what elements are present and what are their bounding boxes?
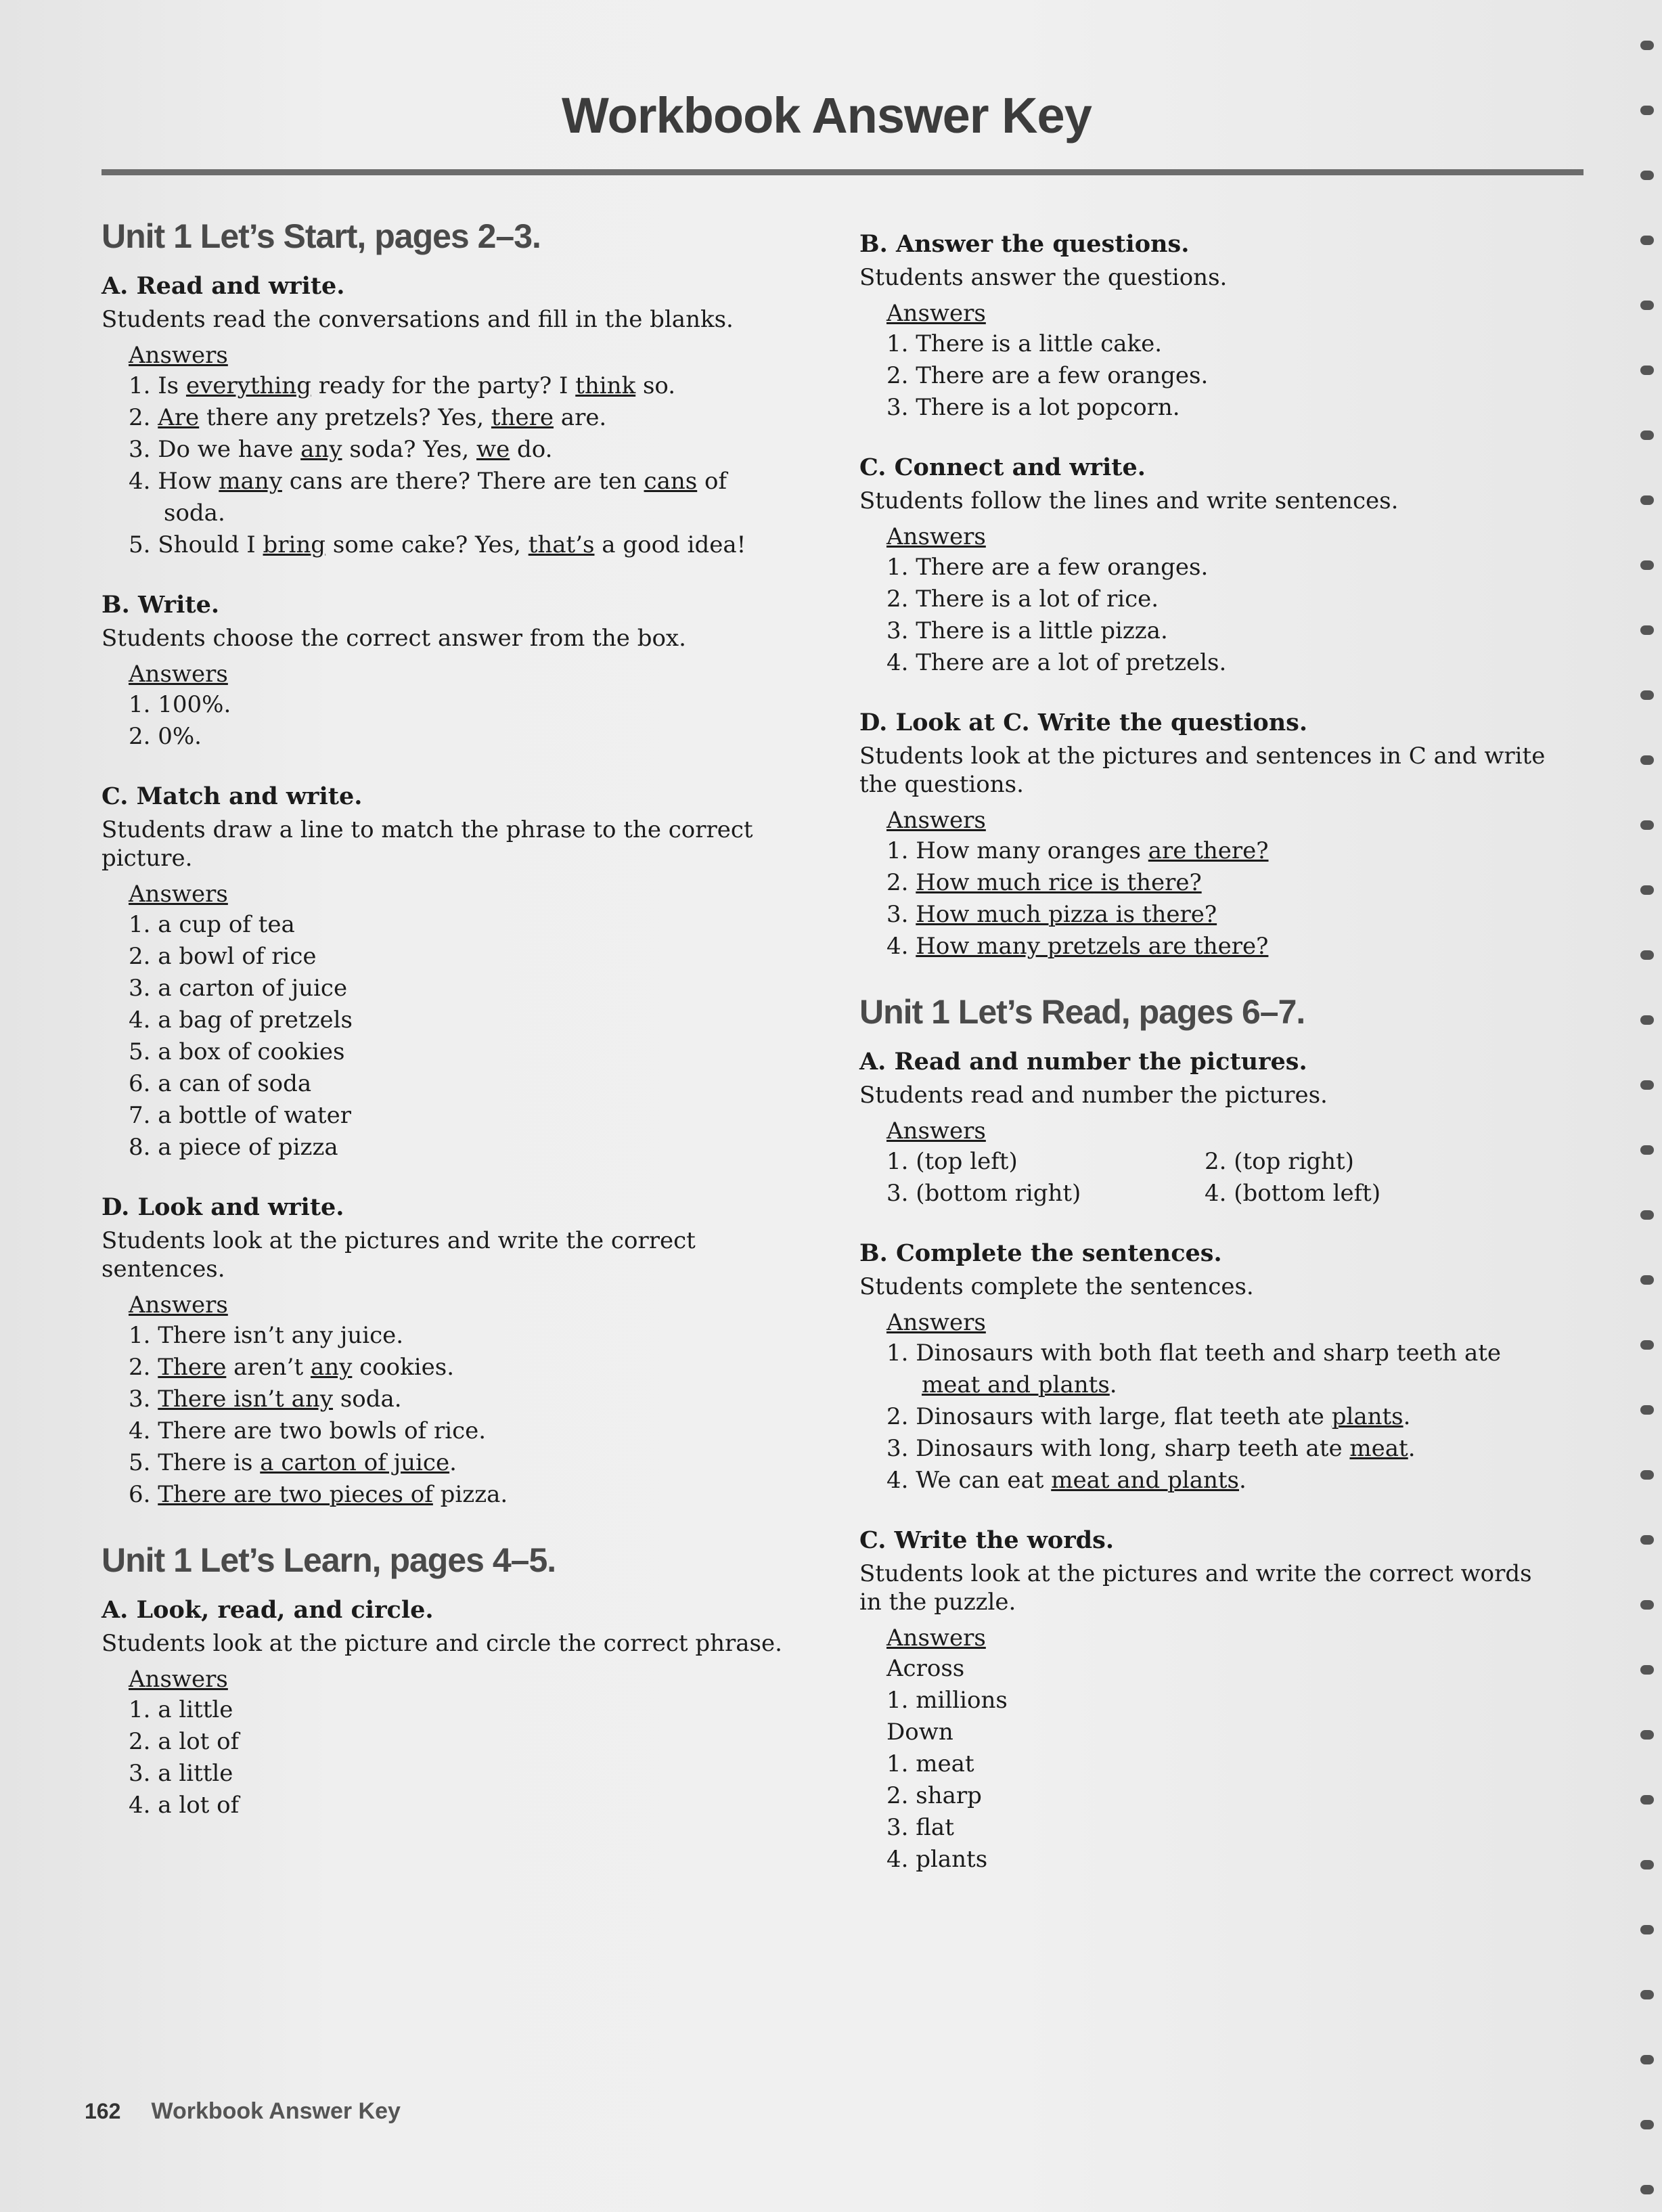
section-learn-d <box>859 709 1550 963</box>
binding-ring <box>1640 106 1654 115</box>
section-heading: B. Answer the questions. <box>859 230 1190 258</box>
answer-item: 3. Do we have any soda? Yes, we do. <box>129 436 553 463</box>
section-instructions: Students choose the correct answer from the box. <box>102 625 686 652</box>
unit-heading-lets-learn: Unit 1 Let’s Learn, pages 4–5. <box>102 1541 556 1579</box>
answer-item: 1. How many oranges are there? <box>886 837 1269 864</box>
binding-ring <box>1640 950 1654 960</box>
section-heading: A. Read and number the pictures. <box>859 1048 1307 1076</box>
section-heading: C. Match and write. <box>102 782 363 810</box>
answers-block <box>129 659 792 753</box>
section-instructions: Students answer the questions. <box>859 264 1228 291</box>
title-rule <box>102 169 1584 175</box>
answer-item: 3. There is a lot popcorn. <box>886 394 1180 421</box>
answers-label: Answers <box>886 300 986 327</box>
binding-ring <box>1640 495 1654 505</box>
answer-item: 5. There is a carton of juice. <box>129 1449 457 1476</box>
binding-ring <box>1640 1470 1654 1480</box>
answers-label: Answers <box>886 807 986 834</box>
binding-ring <box>1640 236 1654 245</box>
section-read-a <box>859 1048 1550 1210</box>
answer-item: 4. How many pretzels are there? <box>886 933 1269 960</box>
binding-ring <box>1640 2055 1654 2064</box>
binding-ring <box>1640 885 1654 895</box>
answer-item: 1. There isn’t any juice. <box>129 1322 404 1349</box>
section-heading: C. Connect and write. <box>859 454 1146 481</box>
answer-item: 6. There are two pieces of pizza. <box>129 1481 508 1508</box>
answers-label: Answers <box>886 1118 986 1145</box>
answer-item: 2. a bowl of rice <box>129 943 317 970</box>
section-read-b <box>859 1239 1550 1497</box>
section-learn-a <box>102 1596 792 1821</box>
answer-item: 2. 0%. <box>129 723 202 750</box>
unit-heading-lets-start: Unit 1 Let’s Start, pages 2–3. <box>102 217 541 255</box>
spiral-binding <box>1638 0 1662 2212</box>
section-heading: C. Write the words. <box>859 1526 1115 1554</box>
answer-item: 1. Dinosaurs with both flat teeth and sharp teeth ate meat and plants. <box>886 1340 1502 1398</box>
section-instructions: Students read and number the pictures. <box>859 1082 1328 1109</box>
binding-ring <box>1640 1535 1654 1545</box>
answer-item: 1. meat <box>886 1750 974 1777</box>
binding-ring <box>1640 1730 1654 1740</box>
answer-item: 4. How many cans are there? There are ten cans of soda. <box>129 468 727 527</box>
binding-ring <box>1640 1990 1654 1999</box>
binding-ring <box>1640 1860 1654 1870</box>
section-instructions: Students draw a line to match the phrase to the correct picture. <box>102 816 753 872</box>
answers-block <box>886 1623 1550 1876</box>
answers-label: Answers <box>129 661 228 688</box>
answer-item: 1. millions <box>886 1687 1008 1714</box>
answer-item: 7. a bottle of water <box>129 1102 351 1129</box>
section-learn-b <box>859 230 1550 424</box>
section-instructions: Students complete the sentences. <box>859 1273 1254 1300</box>
answers-label: Answers <box>886 1624 986 1652</box>
answer-item: 1. a little <box>129 1696 233 1723</box>
answer-item: 4. There are two bowls of rice. <box>129 1417 487 1444</box>
section-start-a <box>102 272 792 561</box>
answers-label: Answers <box>886 1309 986 1336</box>
section-heading: D. Look at C. Write the questions. <box>859 709 1308 736</box>
binding-ring <box>1640 171 1654 180</box>
answer-item: 4. We can eat meat and plants. <box>886 1467 1246 1494</box>
section-learn-c <box>859 454 1550 679</box>
answer-item: 2. a lot of <box>129 1728 240 1755</box>
answer-item: 6. a can of soda <box>129 1070 312 1097</box>
binding-ring <box>1640 2120 1654 2129</box>
answer-item: 2. There are a few oranges. <box>886 362 1209 389</box>
section-start-c <box>102 782 792 1164</box>
answer-item: 3. flat <box>886 1814 954 1841</box>
answers-block <box>129 340 792 561</box>
answers-grid <box>886 1146 1550 1210</box>
section-read-c <box>859 1526 1550 1876</box>
answer-item: 4. There are a lot of pretzels. <box>886 649 1227 676</box>
answers-label: Answers <box>129 1666 228 1693</box>
section-instructions: Students look at the pictures and write the correct words in the puzzle. <box>859 1560 1532 1616</box>
answers-block <box>129 879 792 1164</box>
section-instructions: Students look at the pictures and write the correct sentences. <box>102 1227 696 1283</box>
answers-block <box>886 1308 1550 1497</box>
answer-item: 1. Is everything ready for the party? I think so. <box>129 372 676 399</box>
binding-ring <box>1640 1795 1654 1805</box>
binding-ring <box>1640 41 1654 50</box>
binding-ring <box>1640 755 1654 765</box>
answer-item: 4. a bag of pretzels <box>129 1007 353 1034</box>
answer-item: 3. a little <box>129 1760 233 1787</box>
down-label: Down <box>886 1719 953 1746</box>
section-instructions: Students read the conversations and fill in the blanks. <box>102 306 734 333</box>
binding-ring <box>1640 1665 1654 1675</box>
answer-item: 3. Dinosaurs with long, sharp teeth ate meat. <box>886 1435 1416 1462</box>
answer-item: 2. There is a lot of rice. <box>886 585 1159 613</box>
section-heading: D. Look and write. <box>102 1193 344 1221</box>
answer-item: 1. a cup of tea <box>129 911 295 938</box>
answer-item: 3. (bottom right) <box>886 1180 1081 1207</box>
answer-item: 4. (bottom left) <box>1205 1180 1381 1207</box>
binding-ring <box>1640 1405 1654 1415</box>
answers-label: Answers <box>129 342 228 369</box>
binding-ring <box>1640 1015 1654 1025</box>
unit-heading-lets-read: Unit 1 Let’s Read, pages 6–7. <box>859 993 1305 1031</box>
answer-item: 1. There is a little cake. <box>886 330 1163 357</box>
page-footer <box>85 2098 401 2125</box>
answer-item: 1. (top left) <box>886 1148 1018 1175</box>
binding-ring <box>1640 820 1654 830</box>
section-instructions: Students follow the lines and write sentences. <box>859 487 1399 514</box>
answer-item: 2. There aren’t any cookies. <box>129 1354 455 1381</box>
section-instructions: Students look at the pictures and sentences in C and write the questions. <box>859 743 1546 798</box>
answer-item: 2. Are there any pretzels? Yes, there are. <box>129 404 607 431</box>
answer-item: 3. There is a little pizza. <box>886 617 1168 644</box>
answers-label: Answers <box>129 1291 228 1319</box>
section-heading: A. Read and write. <box>102 272 345 300</box>
answers-block <box>886 805 1550 963</box>
binding-ring <box>1640 560 1654 570</box>
section-heading: B. Write. <box>102 591 220 619</box>
answer-item: 3. There isn’t any soda. <box>129 1386 402 1413</box>
answers-block <box>886 522 1550 679</box>
section-start-b <box>102 591 792 753</box>
answer-item: 2. Dinosaurs with large, flat teeth ate plants. <box>886 1403 1411 1430</box>
binding-ring <box>1640 301 1654 310</box>
answer-item: 1. There are a few oranges. <box>886 554 1209 581</box>
section-instructions: Students look at the picture and circle the correct phrase. <box>102 1630 782 1657</box>
answer-item: 2. How much rice is there? <box>886 869 1202 896</box>
answer-item: 2. (top right) <box>1205 1148 1354 1175</box>
right-column <box>859 230 1550 1905</box>
answer-item: 5. a box of cookies <box>129 1038 345 1065</box>
answers-block <box>129 1290 792 1511</box>
left-column <box>102 217 792 1851</box>
answer-item: 8. a piece of pizza <box>129 1134 338 1161</box>
across-label: Across <box>886 1655 965 1682</box>
binding-ring <box>1640 430 1654 440</box>
binding-ring <box>1640 1600 1654 1610</box>
footer-label: Workbook Answer Key <box>151 2098 401 2124</box>
binding-ring <box>1640 2185 1654 2194</box>
binding-ring <box>1640 1275 1654 1285</box>
answer-item: 2. sharp <box>886 1782 982 1809</box>
answers-block <box>129 1664 792 1821</box>
answer-item: 3. a carton of juice <box>129 975 348 1002</box>
answer-item: 5. Should I bring some cake? Yes, that’s a good idea! <box>129 531 746 558</box>
section-start-d <box>102 1193 792 1511</box>
answers-label: Answers <box>886 523 986 550</box>
page-number: 162 <box>85 2099 121 2123</box>
answers-label: Answers <box>129 881 228 908</box>
answer-item: 4. a lot of <box>129 1792 240 1819</box>
binding-ring <box>1640 1340 1654 1350</box>
binding-ring <box>1640 1210 1654 1220</box>
binding-ring <box>1640 366 1654 375</box>
answer-item: 4. plants <box>886 1846 988 1873</box>
binding-ring <box>1640 1145 1654 1155</box>
answer-item: 1. 100%. <box>129 691 231 718</box>
binding-ring <box>1640 1925 1654 1934</box>
answers-block <box>886 1116 1550 1210</box>
answer-item: 3. How much pizza is there? <box>886 901 1217 928</box>
binding-ring <box>1640 625 1654 635</box>
section-heading: B. Complete the sentences. <box>859 1239 1222 1267</box>
page-title: Workbook Answer Key <box>562 87 1092 143</box>
binding-ring <box>1640 1080 1654 1090</box>
binding-ring <box>1640 690 1654 700</box>
section-heading: A. Look, read, and circle. <box>102 1596 434 1624</box>
answers-block <box>886 298 1550 424</box>
